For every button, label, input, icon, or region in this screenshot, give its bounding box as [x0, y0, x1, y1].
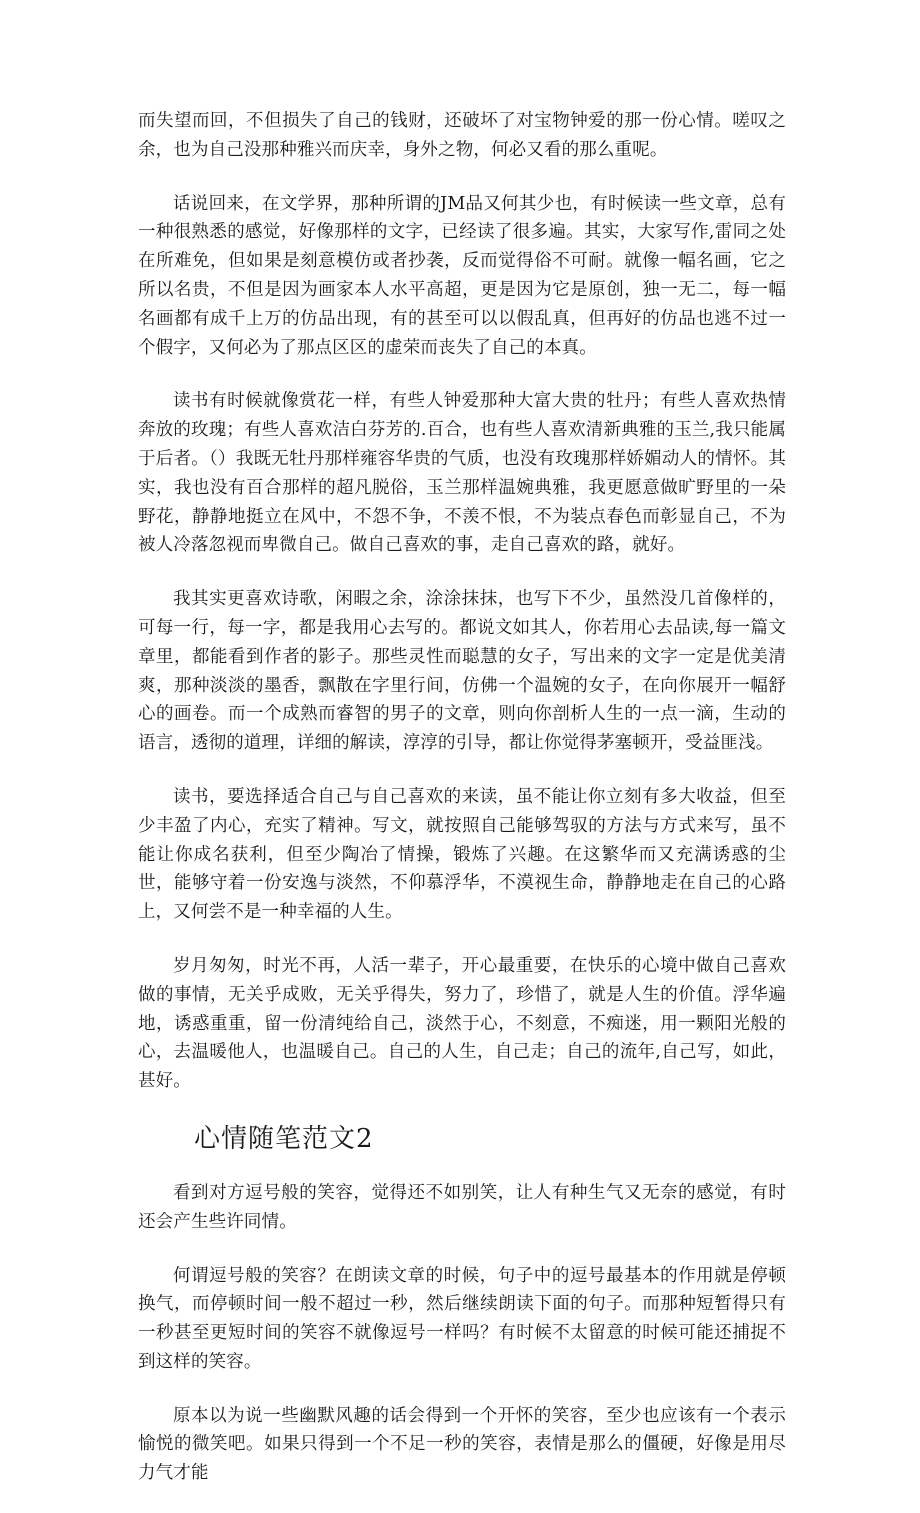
section-heading: 心情随笔范文2 [194, 1123, 374, 1154]
paragraph: 岁月匆匆，时光不再，人活一辈子，开心最重要，在快乐的心境中做自己喜欢做的事情，无关乎成败，无关乎得失，努力了，珍惜了，就是人生的价值。浮华遍地，诱惑重重，留一份清纯给自己，淡然于心，不刻意，不痴迷，用一颗阳光般的心，去温暖他人，也温暖自己。自己的人生，自己走；自己的流年,自己写，如此，甚好。 [138, 955, 786, 1092]
paragraph: 看到对方逗号般的笑容，觉得还不如别笑，让人有种生气又无奈的感觉，有时还会产生些许同情。 [138, 1182, 786, 1232]
paragraph: 话说回来，在文学界，那种所谓的JM品又何其少也，有时候读一些文章，总有一种很熟悉的感觉，好像那样的文字，已经读了很多遍。其实，大家写作,雷同之处在所难免，但如果是刻意模仿或者抄袭，反而觉得俗不可耐。就像一幅名画，它之所以名贵，不但是因为画家本人水平高超，更是因为它是原创，独一无二，每一幅名画都有成千上万的仿品出现，有的甚至可以以假乱真，但再好的仿品也逃不过一个假字，又何必为了那点区区的虚荣而丧失了自己的本真。 [138, 193, 786, 358]
document-page [138, 107, 786, 1513]
paragraph: 而失望而回，不但损失了自己的钱财，还破坏了对宝物钟爱的那一份心情。嗟叹之余，也为自己没那种雅兴而庆幸，身外之物，何必又看的那么重呢。 [138, 111, 786, 160]
paragraph: 我其实更喜欢诗歌，闲暇之余，涂涂抹抹，也写下不少，虽然没几首像样的，可每一行，每一字，都是我用心去写的。都说文如其人，你若用心去品读,每一篇文章里，都能看到作者的影子。那些灵性而聪慧的女子，写出来的文字一定是优美清爽，那种淡淡的墨香，飘散在字里行间，仿佛一个温婉的女子，在向你展开一幅舒心的画卷。而一个成熟而睿智的男子的文章，则向你剖析人生的一点一滴，生动的语言，透彻的道理，详细的解读，淳淳的引导，都让你觉得茅塞顿开，受益匪浅。 [138, 589, 786, 754]
paragraph: 何谓逗号般的笑容？在朗读文章的时候，句子中的逗号最基本的作用就是停顿换气，而停顿时间一般不超过一秒，然后继续朗读下面的句子。而那种短暂得只有一秒甚至更短时间的笑容不就像逗号一样吗？有时候不太留意的时候可能还捕捉不到这样的笑容。 [138, 1265, 786, 1372]
paragraph: 读书有时候就像赏花一样，有些人钟爱那种大富大贵的牡丹；有些人喜欢热情奔放的玫瑰；有些人喜欢洁白芬芳的.百合，也有些人喜欢清新典雅的玉兰,我只能属于后者。（）我既无牡丹那样雍容华贵的气质，也没有玫瑰那样娇媚动人的情怀。其实，我也没有百合那样的超凡脱俗，玉兰那样温婉典雅，我更愿意做旷野里的一朵野花，静静地挺立在风中，不怨不争，不羡不恨，不为装点春色而彰显自己，不为被人冷落忽视而卑微自己。做自己喜欢的事，走自己喜欢的路，就好。 [138, 391, 786, 556]
paragraph: 读书，要选择适合自己与自己喜欢的来读，虽不能让你立刻有多大收益，但至少丰盈了内心，充实了精神。写文，就按照自己能够驾驭的方法与方式来写，虽不能让你成名获利，但至少陶冶了情操，锻炼了兴趣。在这繁华而又充满诱惑的尘世，能够守着一份安逸与淡然，不仰慕浮华，不漠视生命，静静地走在自己的心路上，又何尝不是一种幸福的人生。 [138, 786, 786, 923]
paragraph: 原本以为说一些幽默风趣的话会得到一个开怀的笑容，至少也应该有一个表示愉悦的微笑吧。如果只得到一个不足一秒的笑容，表情是那么的僵硬，好像是用尽力气才能 [138, 1405, 786, 1484]
